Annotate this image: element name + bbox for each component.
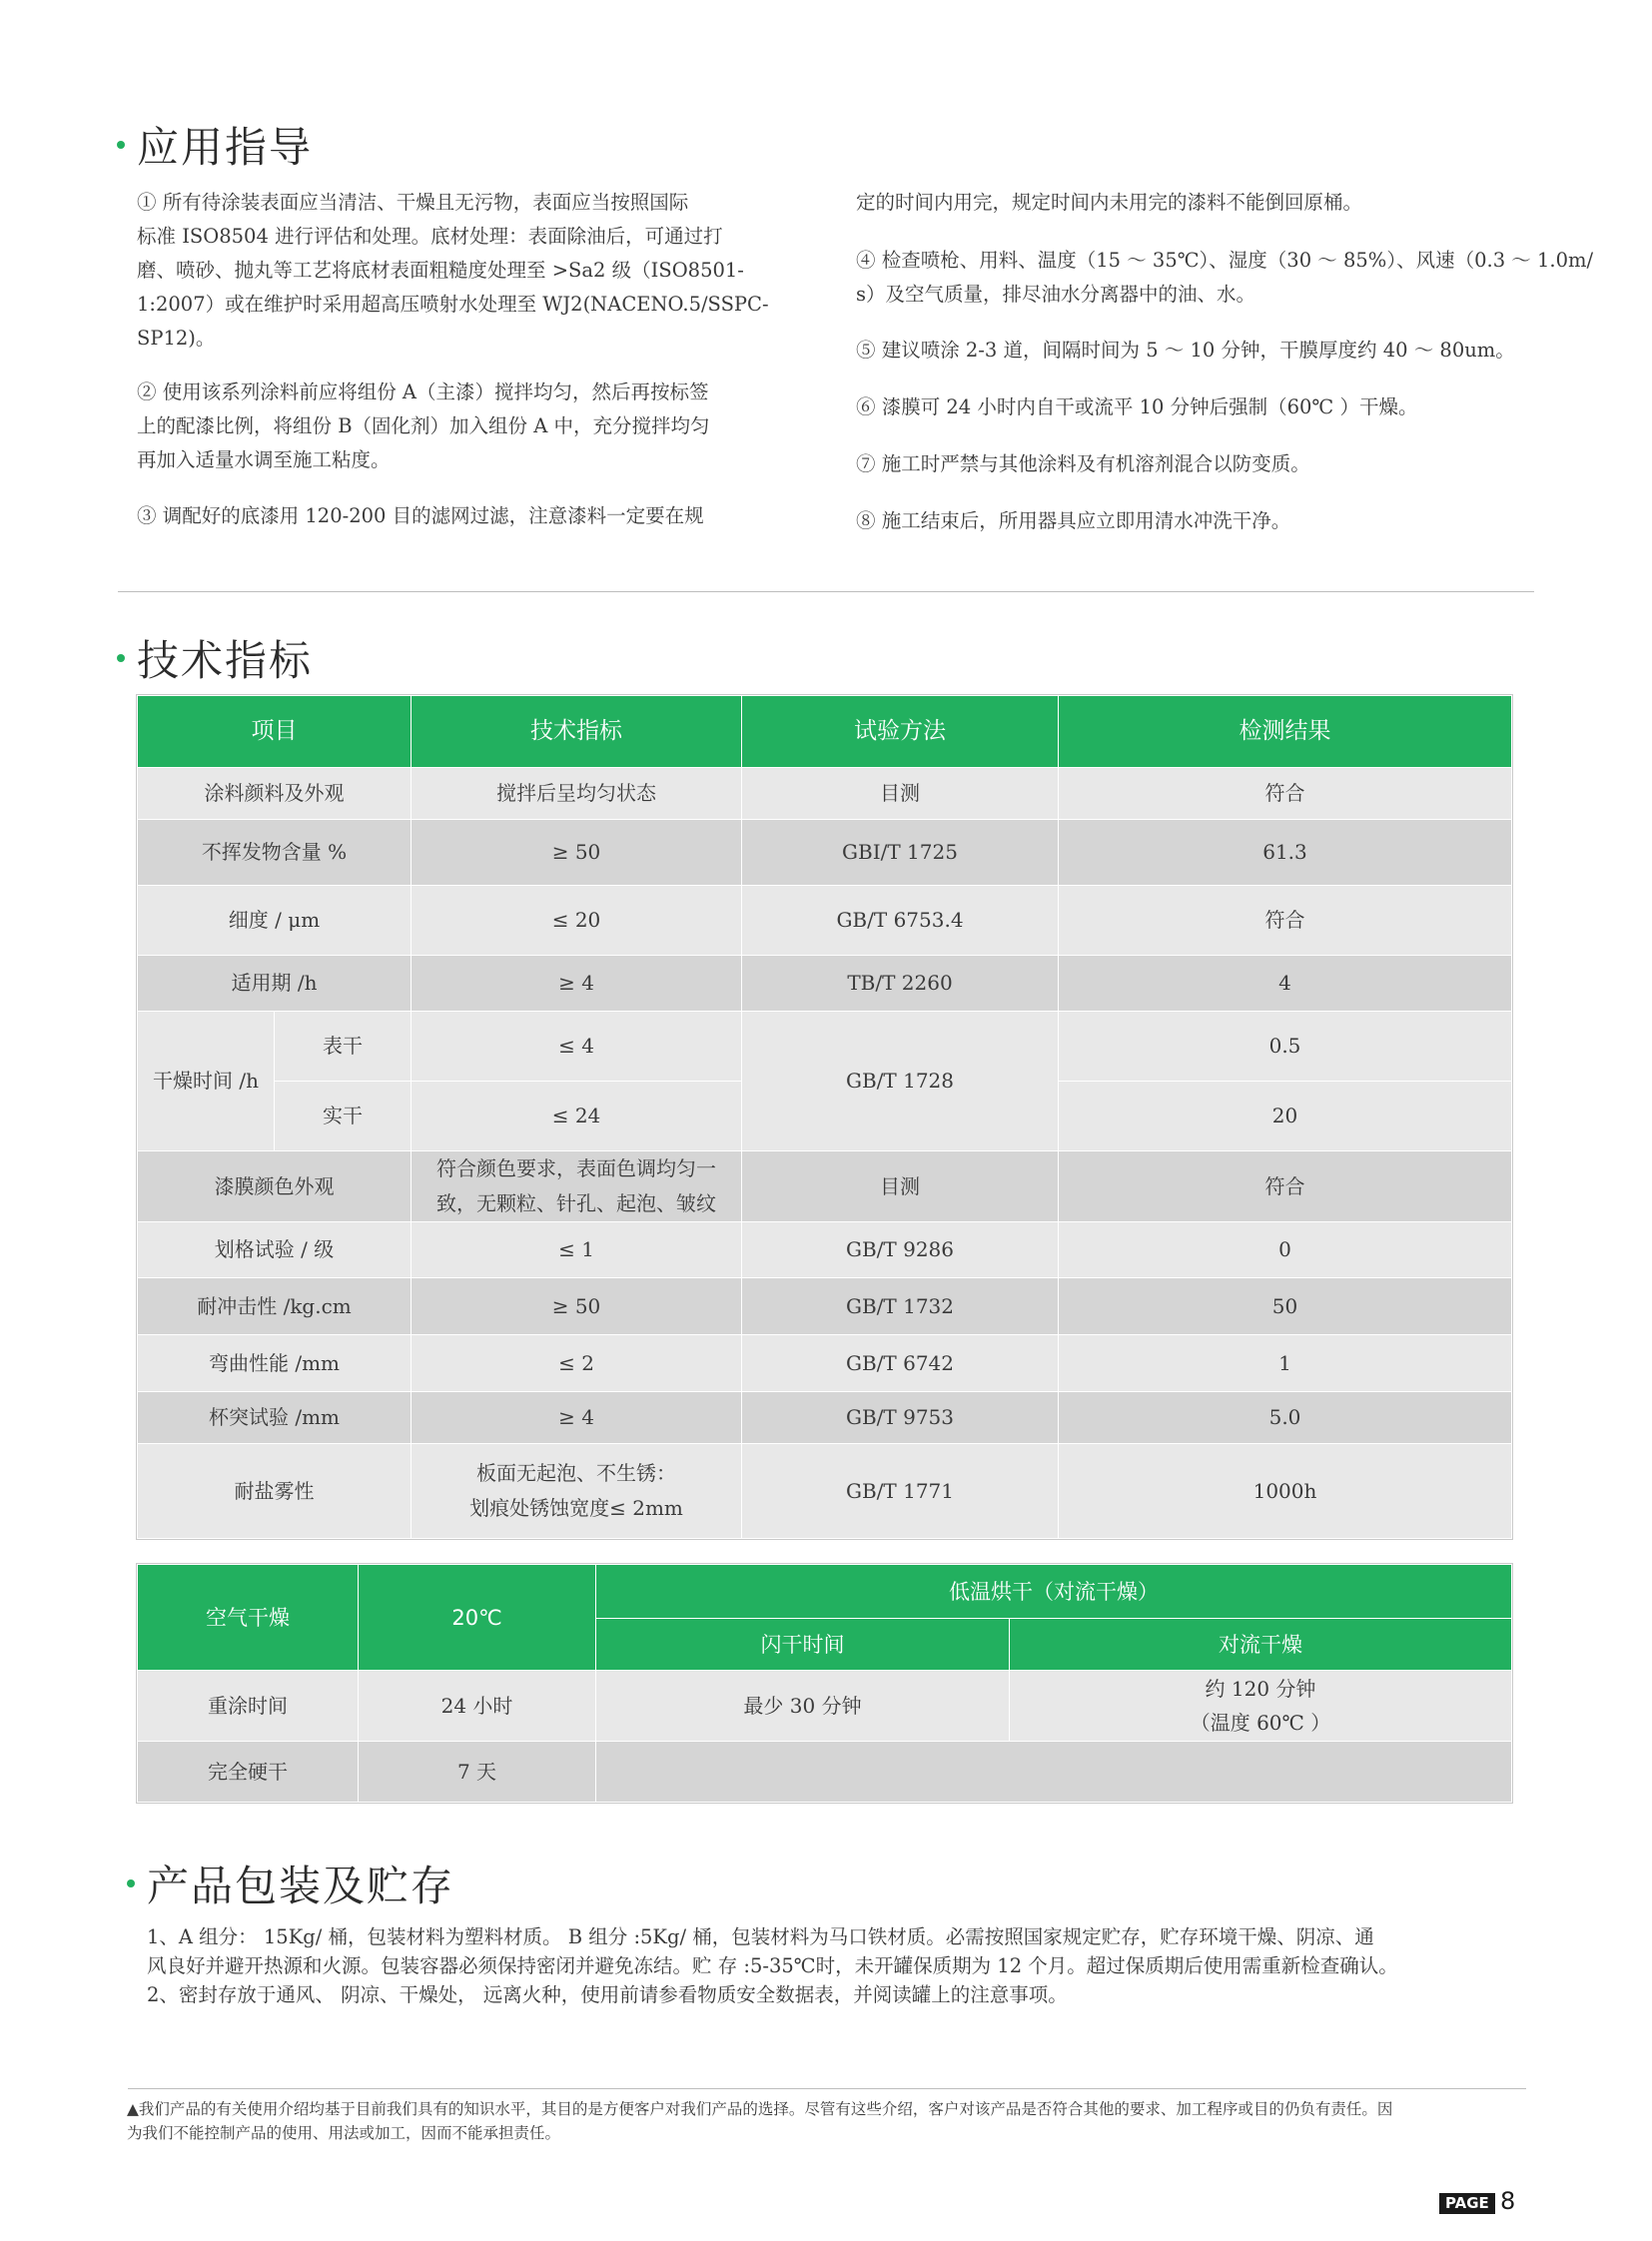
bullet-dot-icon — [117, 141, 125, 149]
header-spec: 技术指标 — [412, 696, 742, 768]
header-result: 检测结果 — [1059, 696, 1512, 768]
disclaimer-line-2: 为我们不能控制产品的使用、用法或加工，因而不能承担责任。 — [127, 2124, 561, 2142]
table-row — [138, 1392, 1512, 1444]
cell-method: GB/T 9753 — [742, 1392, 1059, 1444]
table-row — [138, 1222, 1512, 1278]
cell-item: 涂料颜料及外观 — [138, 768, 412, 820]
cell-item: 细度 / μm — [138, 886, 412, 956]
guide-item-5: ⑤ 建议喷涂 2-3 道，间隔时间为 5 ～ 10 分钟，干膜厚度约 40 ～ 80um。 — [856, 339, 1515, 362]
spec-table-header — [138, 696, 1512, 768]
packaging-line-2: 风良好并避开热源和火源。包装容器必须保持密闭并避免冻结。贮 存 :5-35℃时，未开罐保质期为 12 个月。超过保质期后使用需重新检查确认。 — [147, 1954, 1398, 1977]
guide-item-6: ⑥ 漆膜可 24 小时内自干或流平 10 分钟后强制（60℃ ）干燥。 — [856, 395, 1418, 418]
table-row — [138, 886, 1512, 956]
cell-result: 0.5 — [1059, 1012, 1512, 1082]
table-row — [138, 1671, 1512, 1742]
guide-item-1-line-4: 1:2007）或在维护时采用超高压喷射水处理至 WJ2(NACENO.5/SSPC- — [137, 293, 769, 316]
cell-item: 耐冲击性 /kg.cm — [138, 1278, 412, 1335]
cell-recoat-conv-line-2: （温度 60℃ ） — [1190, 1711, 1331, 1735]
cell-result: 符合 — [1059, 1151, 1512, 1222]
cell-full-cure-label: 完全硬干 — [138, 1742, 359, 1803]
header-item: 项目 — [138, 696, 412, 768]
cell-spec: ≤ 1 — [412, 1222, 742, 1278]
section-title-spec: 技术指标 — [117, 628, 313, 688]
cell-result: 61.3 — [1059, 820, 1512, 886]
cell-spec: ≥ 50 — [412, 820, 742, 886]
guide-item-1-line-1: ① 所有待涂装表面应当清洁、干燥且无污物，表面应当按照国际 — [137, 191, 689, 214]
footer-divider — [128, 2088, 1526, 2089]
drying-table-header-1 — [138, 1565, 1512, 1619]
cell-spec: ≤ 4 — [412, 1012, 742, 1082]
table-row — [138, 1444, 1512, 1539]
cell-dry-label: 干燥时间 /h — [138, 1012, 275, 1151]
cell-result: 5.0 — [1059, 1392, 1512, 1444]
cell-method: GB/T 6742 — [742, 1335, 1059, 1392]
cell-method: 目测 — [742, 1151, 1059, 1222]
table-row — [138, 768, 1512, 820]
guide-item-2-line-2: 上的配漆比例，将组份 B（固化剂）加入组份 A 中，充分搅拌均匀 — [137, 414, 710, 437]
cell-result: 1 — [1059, 1335, 1512, 1392]
guide-item-4-line-2: s）及空气质量，排尽油水分离器中的油、水。 — [856, 283, 1256, 306]
cell-recoat-flash: 最少 30 分钟 — [596, 1671, 1010, 1742]
guide-item-2-line-1: ② 使用该系列涂料前应将组份 A（主漆）搅拌均匀，然后再按标签 — [137, 380, 709, 403]
cell-result: 1000h — [1059, 1444, 1512, 1539]
guide-item-8: ⑧ 施工结束后，所用器具应立即用清水冲洗干净。 — [856, 509, 1291, 532]
cell-item: 不挥发物含量 % — [138, 820, 412, 886]
cell-sub-item: 实干 — [275, 1082, 412, 1151]
packaging-line-1: 1、A 组分： 15Kg/ 桶，包装材料为塑料材质。 B 组分 :5Kg/ 桶，包装材料为马口铁材质。必需按照国家规定贮存，贮存环境干燥、阴凉、通 — [147, 1925, 1374, 1948]
cell-item: 弯曲性能 /mm — [138, 1335, 412, 1392]
bullet-dot-icon — [117, 654, 125, 662]
spec-table — [137, 695, 1512, 1539]
cell-recoat-air: 24 小时 — [359, 1671, 596, 1742]
cell-recoat-convection — [1010, 1671, 1512, 1742]
cell-result: 20 — [1059, 1082, 1512, 1151]
section-title-packaging: 产品包装及贮存 — [127, 1854, 454, 1913]
page-number: 8 — [1500, 2187, 1516, 2215]
disclaimer-line-1: ▲我们产品的有关使用介绍均基于目前我们具有的知识水平，其目的是方便客户对我们产品的选择。尽管有这些介绍，客户对该产品是否符合其他的要求、加工程序或目的仍负有责任。因 — [127, 2100, 1393, 2118]
cell-empty — [596, 1742, 1512, 1803]
cell-method: GB/T 1771 — [742, 1444, 1059, 1539]
cell-recoat-label: 重涂时间 — [138, 1671, 359, 1742]
cell-spec-line-2: 致，无颗粒、针孔、起泡、皱纹 — [436, 1191, 716, 1215]
cell-item: 杯突试验 /mm — [138, 1392, 412, 1444]
header-temperature: 20℃ — [359, 1565, 596, 1671]
cell-item: 适用期 /h — [138, 956, 412, 1012]
cell-method: GB/T 1728 — [742, 1012, 1059, 1151]
section-title-guide: 应用指导 — [117, 115, 313, 175]
cell-item: 划格试验 / 级 — [138, 1222, 412, 1278]
packaging-line-3: 2、密封存放于通风、 阴凉、干燥处， 远离火种，使用前请参看物质安全数据表，并阅读罐上的注意事项。 — [147, 1983, 1068, 2006]
cell-full-cure-air: 7 天 — [359, 1742, 596, 1803]
table-row — [138, 1335, 1512, 1392]
drying-table — [137, 1564, 1512, 1803]
guide-item-1-line-5: SP12)。 — [137, 327, 216, 350]
guide-item-3-line-1: ③ 调配好的底漆用 120-200 目的滤网过滤，注意漆料一定要在规 — [137, 504, 704, 527]
cell-spec — [412, 1444, 742, 1539]
cell-spec: ≤ 24 — [412, 1082, 742, 1151]
header-method: 试验方法 — [742, 696, 1059, 768]
cell-result: 50 — [1059, 1278, 1512, 1335]
bullet-dot-icon — [127, 1879, 135, 1887]
section-divider — [118, 591, 1534, 592]
cell-method: GB/T 9286 — [742, 1222, 1059, 1278]
header-low-temp-bake: 低温烘干（对流干燥） — [596, 1565, 1512, 1619]
cell-spec: ≥ 4 — [412, 1392, 742, 1444]
cell-method: 目测 — [742, 768, 1059, 820]
cell-spec: 搅拌后呈均匀状态 — [412, 768, 742, 820]
table-row-dry-surface — [138, 1012, 1512, 1082]
guide-item-7: ⑦ 施工时严禁与其他涂料及有机溶剂混合以防变质。 — [856, 452, 1310, 475]
cell-result: 符合 — [1059, 886, 1512, 956]
header-air-dry: 空气干燥 — [138, 1565, 359, 1671]
table-row — [138, 956, 1512, 1012]
guide-item-2-line-3: 再加入适量水调至施工粘度。 — [137, 448, 391, 471]
cell-spec-line-1: 符合颜色要求，表面色调均匀一 — [436, 1156, 716, 1180]
table-row — [138, 820, 1512, 886]
table-row — [138, 1278, 1512, 1335]
cell-spec-line-1: 板面无起泡、不生锈： — [476, 1461, 676, 1485]
header-flash-time: 闪干时间 — [596, 1619, 1010, 1671]
cell-spec — [412, 1151, 742, 1222]
cell-spec-line-2: 划痕处锈蚀宽度≤ 2mm — [469, 1496, 683, 1520]
cell-item: 漆膜颜色外观 — [138, 1151, 412, 1222]
guide-item-4-line-1: ④ 检查喷枪、用料、温度（15 ～ 35℃）、湿度（30 ～ 85%）、风速（0.3 ～ 1.0m/ — [856, 249, 1594, 272]
table-row — [138, 1151, 1512, 1222]
cell-spec: ≥ 4 — [412, 956, 742, 1012]
guide-item-1-line-2: 标准 ISO8504 进行评估和处理。底材处理：表面除油后，可通过打 — [137, 225, 723, 248]
cell-method: GB/T 1732 — [742, 1278, 1059, 1335]
table-row — [138, 1742, 1512, 1803]
cell-result: 符合 — [1059, 768, 1512, 820]
cell-spec: ≤ 20 — [412, 886, 742, 956]
cell-spec: ≥ 50 — [412, 1278, 742, 1335]
guide-item-3-line-2: 定的时间内用完，规定时间内未用完的漆料不能倒回原桶。 — [856, 191, 1363, 214]
cell-item: 耐盐雾性 — [138, 1444, 412, 1539]
guide-item-1-line-3: 磨、喷砂、抛丸等工艺将底材表面粗糙度处理至 >Sa2 级（ISO8501- — [137, 259, 744, 282]
cell-method: GB/T 6753.4 — [742, 886, 1059, 956]
cell-result: 4 — [1059, 956, 1512, 1012]
cell-method: GBI/T 1725 — [742, 820, 1059, 886]
cell-result: 0 — [1059, 1222, 1512, 1278]
page-label-badge: PAGE — [1439, 2193, 1495, 2214]
cell-spec: ≤ 2 — [412, 1335, 742, 1392]
cell-method: TB/T 2260 — [742, 956, 1059, 1012]
header-convection: 对流干燥 — [1010, 1619, 1512, 1671]
cell-recoat-conv-line-1: 约 120 分钟 — [1205, 1677, 1316, 1701]
cell-sub-item: 表干 — [275, 1012, 412, 1082]
